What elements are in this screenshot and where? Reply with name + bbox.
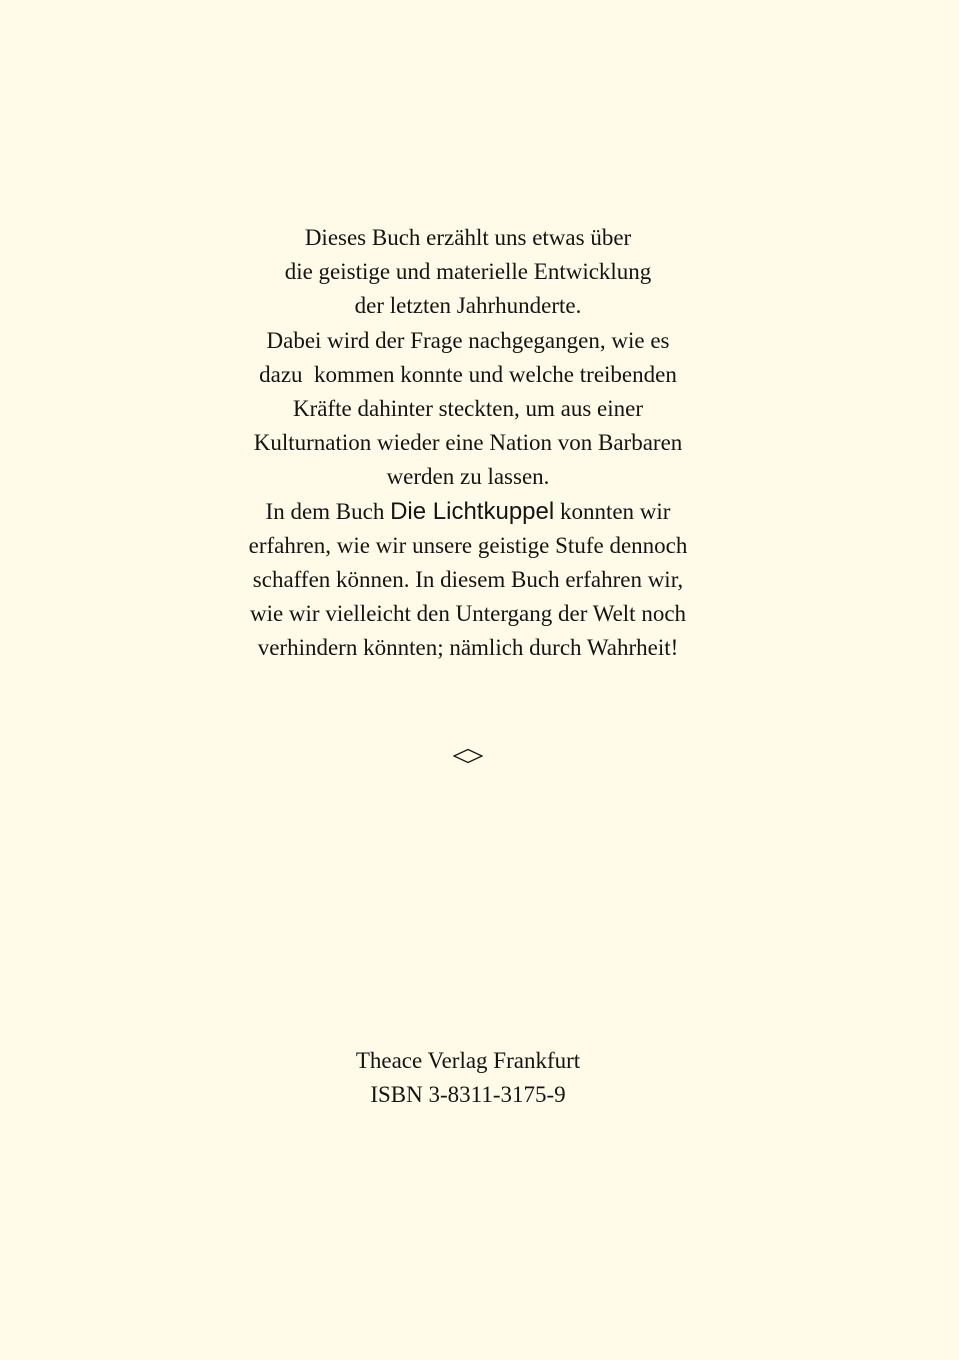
blurb-line-prefix: In dem Buch bbox=[265, 498, 391, 524]
blurb-line: verhindern könnten; nämlich durch Wahrheit! bbox=[257, 635, 679, 661]
blurb-line: erfahren, wie wir unsere geistige Stufe dennoch bbox=[248, 532, 688, 558]
blurb-line-book-reference bbox=[0, 495, 936, 529]
blurb-line: schaffen können. In diesem Buch erfahren wir, bbox=[252, 567, 684, 593]
blurb-line: Kulturnation wieder eine Nation von Barbaren bbox=[253, 430, 683, 456]
diamond-ornament-icon bbox=[453, 748, 483, 764]
blurb-text bbox=[0, 221, 936, 666]
book-title: Die Lichtkuppel bbox=[390, 497, 555, 525]
blurb-line: Dieses Buch erzählt uns etwas über bbox=[304, 225, 632, 250]
blurb-line: dazu kommen konnte und welche treibenden bbox=[259, 361, 677, 387]
publisher-info bbox=[0, 1044, 936, 1112]
blurb-line: Kräfte dahinter steckten, um aus einer bbox=[293, 396, 643, 422]
blurb-line: werden zu lassen. bbox=[386, 464, 550, 490]
publisher-name: Theace Verlag Frankfurt bbox=[355, 1048, 581, 1073]
blurb-line: wie wir vielleicht den Untergang der Welt noch bbox=[249, 601, 687, 627]
blurb-line-suffix: konnten wir bbox=[554, 498, 671, 524]
blurb-line: Dabei wird der Frage nachgegangen, wie es bbox=[266, 327, 670, 353]
isbn: ISBN 3-8311-3175-9 bbox=[370, 1082, 566, 1107]
blurb-line: der letzten Jahrhunderte. bbox=[354, 293, 582, 319]
blurb-line: die geistige und materielle Entwicklung bbox=[284, 259, 652, 285]
